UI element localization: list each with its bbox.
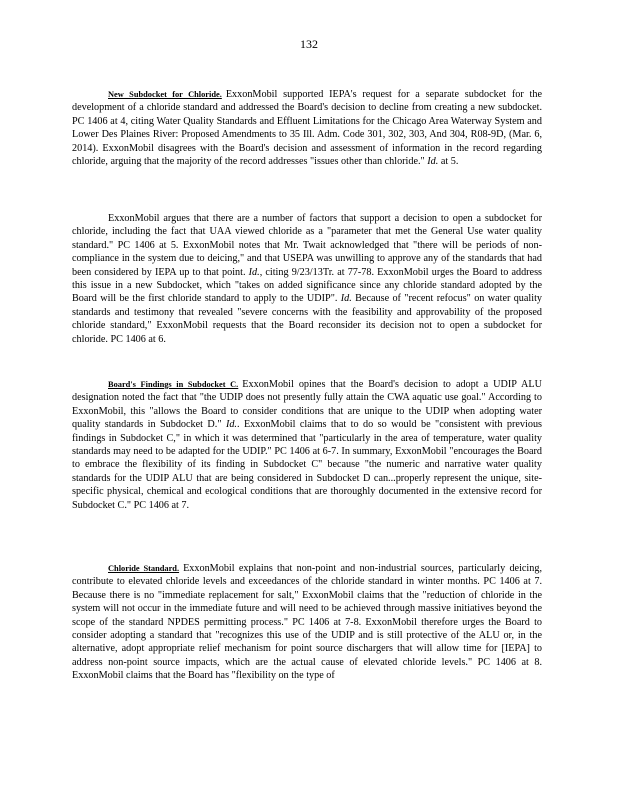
section-heading: New Subdocket for Chloride. <box>108 90 222 99</box>
paragraph-text: ExxonMobil argues that there are a number of factors that support a decision to open a subdocket for chloride, including the fact that UAA viewed chloride as a "parameter that met the General Use water quality standard." PC 1406 at 5. ExxonMobil notes that Mr. Twait acknowledged that "there will be periods of non-compliance in the system due to deicing," and that USEPA was unwilling to approve any of the standards that had been considered by IEPA up to that point. <box>72 213 542 278</box>
paragraph-chloride-standard <box>72 562 542 683</box>
paragraph-text: at 5. <box>440 156 459 168</box>
paragraph-text: ExxonMobil explains that non-point and non-industrial sources, particularly deicing, contribute to elevated chloride levels and exceedances of the chloride standard in winter months. PC 1406 at 7. Because there is no "immediate replacement for salt," ExxonMobil claims that the "reduction of chloride in the system will not occur in the immediate future and will need to be achieved through massive initiatives beyond the scope of the standard NPDES permitting process." PC 1406 at 7-8. ExxonMobil therefore urges the Board to consider adopting a standard that "recognizes this use of the UDIP and is still protective of the ALU or, in the alternative, adopt appropriate relief mechanism for point source dischargers that will allow time for [IEPA] to address non-point source impacts, which are the actual cause of elevated chloride levels." PC 1406 at 8. ExxonMobil claims that the Board has "flexibility on the type of <box>72 563 542 682</box>
citation-id: Id. <box>427 156 439 168</box>
paragraph-text: ExxonMobil opines that the Board's decision to adopt a UDIP ALU designation noted the fact that "the UDIP does not presently fully attain the CWA aquatic use goal." According to ExxonMobil, this "allows the Board to consider conditions that are unique to the UDIP when adopting water quality standards in Subdocket D." <box>72 379 542 431</box>
paragraph-text: , citing 9/23/13Tr. at 77-78. ExxonMobil urges the Board to address this issue in a new Subdocket, which "takes on added significance since any chloride standard adopted by the Board will be the first chloride standard to apply to the UDIP". <box>72 266 543 305</box>
paragraph-board-findings <box>72 378 542 512</box>
citation-id: Id. <box>225 419 237 431</box>
page-number: 132 <box>300 37 318 51</box>
paragraph-new-subdocket <box>72 88 542 168</box>
paragraph-text: ExxonMobil supported IEPA's request for a separate subdocket for the development of a chloride standard and addressed the Board's decision to decline from creating a new subdocket. PC 1406 at 4, citing Water Quality Standards and Effluent Limitations for the Chicago Area Waterway System and Lower Des Plaines River: Proposed Amendments to 35 Ill. Adm. Code 301, 302, 303, And 304, R08-9D, (Mar. 6, 2014). ExxonMobil disagrees with the Board's decision and assessment of information in the record regarding chloride, arguing that the majority of the record addresses "issues other than chloride." <box>72 89 542 168</box>
paragraph-text: Because of "recent refocus" on water quality standards and testimony that revealed "severe concerns with the feasibility and approvability of the proposed chloride standard," ExxonMobil requests that the Board reconsider its decision not to open a subdocket for chloride. PC 1406 at 6. <box>72 293 543 345</box>
paragraph-factors <box>72 212 542 346</box>
section-heading: Board's Findings in Subdocket C. <box>108 380 239 389</box>
section-heading: Chloride Standard. <box>108 564 180 573</box>
citation-id: Id. <box>340 293 352 305</box>
citation-id: Id. <box>248 266 260 278</box>
paragraph-text: . ExxonMobil claims that to do so would be "consistent with previous findings in Subdocket C," in which it was determined that "particularly in the area of temperature, water quality standards may need to be adapted for the UDIP." PC 1406 at 6-7. In summary, ExxonMobil "encourages the Board to embrace the flexibility of its finding in Subdocket C" because "the numeric and narrative water quality standards for the UDIP ALU that are being considered in Subdocket D can...properly represent the unique, site-specific physical, chemical and ecological conditions that are thoroughly documented in the extensive record for Subdocket C." PC 1406 at 7. <box>72 419 542 511</box>
